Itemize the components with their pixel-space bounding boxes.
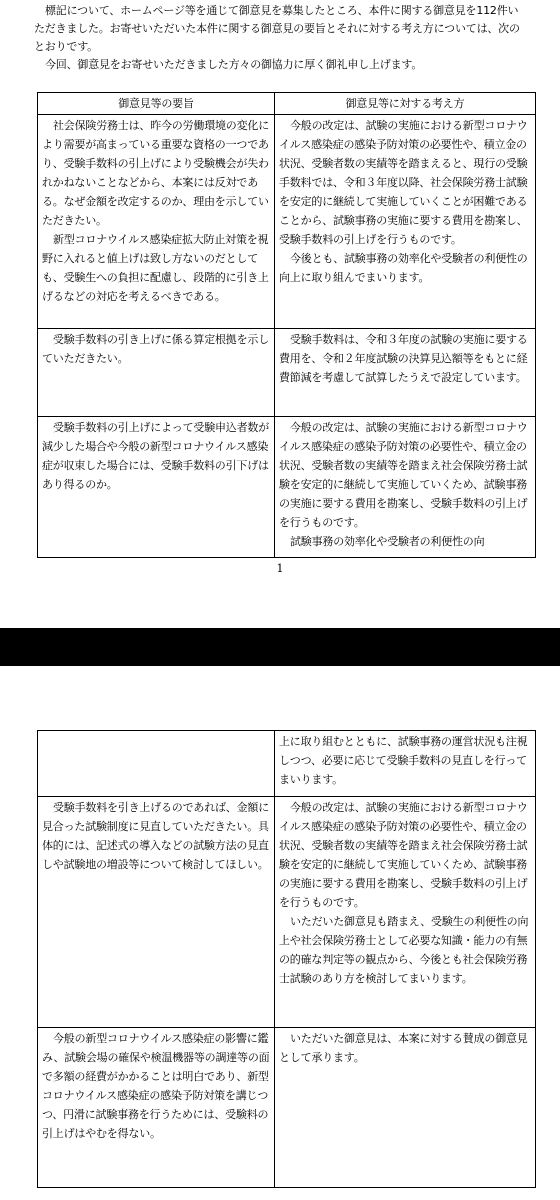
response-paragraph: 今般の改定は、試験の実施における新型コロナウイルス感染症の感染予防対策の必要性や、積立金の状況、受験者数の実績等を踏まえ社会保険労務士試験を安定的に継続して実施していくため、試験事務の実施に要する費用を勘案し、受験手数料の引上げを行うものです。 (279, 801, 528, 909)
intro-paragraph-2: 今回、御意見をお寄せいただきました方々の御協力に厚く御礼申し上げます。 (45, 58, 423, 71)
response-cell (275, 329, 536, 417)
opinion-cell (38, 797, 275, 1028)
page-number: 1 (276, 562, 284, 575)
opinion-paragraph: 新型コロナウイルス感染症拡大防止対策を視野に入れると値上げは致し方ないのだとしても、受験生への負担に配慮し、段階的に引き上げるなどの対応を考えるべきである。 (42, 233, 269, 303)
response-cell (275, 1028, 536, 1188)
opinion-paragraph: 今般の新型コロナウイルス感染症の影響に鑑み、試験会場の確保や検温機器等の調達等の面で多額の経費がかかることは明白であり、新型コロナウイルス感染症の感染予防対策を講じつつ、円滑に試験事務を行うためには、受験料の引上げはやむを得ない。 (42, 1032, 270, 1140)
opinion-cell (38, 1028, 275, 1188)
table-row (38, 731, 536, 797)
opinion-paragraph: 社会保険労務士は、昨今の労働環境の変化により需要が高まっている重要な資格の一つであり、受験手数料の引上げにより受験機会が失われかねないことなどから、本案には反対である。なぜ金額を改定するのか、理由を示していただきたい。 (42, 119, 269, 227)
opinion-cell (38, 329, 275, 417)
opinion-cell (38, 115, 275, 329)
opinion-paragraph: 受験手数料の引き上げに係る算定根拠を示していただきたい。 (42, 333, 269, 365)
header-response: 御意見等に対する考え方 (275, 93, 536, 115)
table-row (38, 115, 536, 329)
page-separator (0, 628, 560, 666)
document-page-2 (0, 666, 560, 1200)
response-cell (275, 417, 536, 558)
response-cell (275, 797, 536, 1028)
table-row (38, 797, 536, 1028)
response-paragraph: 今後とも、試験事務の効率化や受験者の利便性の向上に取り組んでまいります。 (279, 252, 528, 284)
table-row (38, 417, 536, 558)
response-paragraph: 受験手数料は、令和３年度の試験の実施に要する費用を、令和２年度試験の決算見込額等をもとに経費節減を考慮して試算したうえで設定しています。 (279, 333, 528, 384)
opinion-cell (38, 731, 275, 797)
response-paragraph: 試験事務の効率化や受験者の利便性の向 (290, 535, 485, 548)
opinion-paragraph: 受験手数料の引上げによって受験申込者数が減少した場合や今般の新型コロナウイルス感染症が収束した場合には、受験手数料の引下げはあり得るのか。 (42, 421, 269, 491)
header-opinion-summary: 御意見等の要旨 (38, 93, 275, 115)
response-paragraph: いただいた御意見は、本案に対する賛成の御意見として承ります。 (279, 1032, 528, 1064)
response-paragraph: 今般の改定は、試験の実施における新型コロナウイルス感染症の感染予防対策の必要性や、積立金の状況、受験者数の実績等を踏まえ社会保険労務士試験を安定的に継続して実施していくため、試験事務の実施に要する費用を勘案し、受験手数料の引上げを行うものです。 (279, 421, 528, 529)
intro-paragraph-1: 標記について、ホームページ等を通じて御意見を募集したところ、本件に関する御意見を112件いただきました。お寄せいただいた本件に関する御意見の要旨とそれに対する考え方については、次のとおりです。 (34, 4, 520, 53)
response-cell (275, 115, 536, 329)
opinion-cell (38, 417, 275, 558)
response-paragraph: いただいた御意見も踏まえ、受験生の利便性の向上や社会保険労務士として必要な知識・能力の有無の的確な判定等の観点から、今後とも社会保険労務士試験のあり方を検討してまいります。 (279, 915, 529, 985)
response-cell (275, 731, 536, 797)
response-paragraph: 今般の改定は、試験の実施における新型コロナウイルス感染症の感染予防対策の必要性や、積立金の状況、受験者数の実績等を踏まえると、現行の受験手数料では、令和３年度以降、社会保険労務士試験を安定的に継続して実施していくことが困難であることから、試験事務の実施に要する費用を勘案し、受験手数料の引上げを行うものです。 (279, 119, 528, 246)
intro-text (34, 2, 526, 74)
table-row (38, 329, 536, 417)
opinions-table (37, 92, 536, 558)
opinion-paragraph: 受験手数料を引き上げるのであれば、金額に見合った試験制度に見直していただきたい。具体的には、記述式の導入などの試験方法の見直しや試験地の増設等について検討してほしい。 (42, 801, 269, 871)
response-paragraph: 上に取り組むとともに、試験事務の運営状況も注視しつつ、必要に応じて受験手数料の見直しを行ってまいります。 (279, 735, 528, 786)
table-row (38, 1028, 536, 1188)
opinions-table-continued (37, 730, 536, 1188)
